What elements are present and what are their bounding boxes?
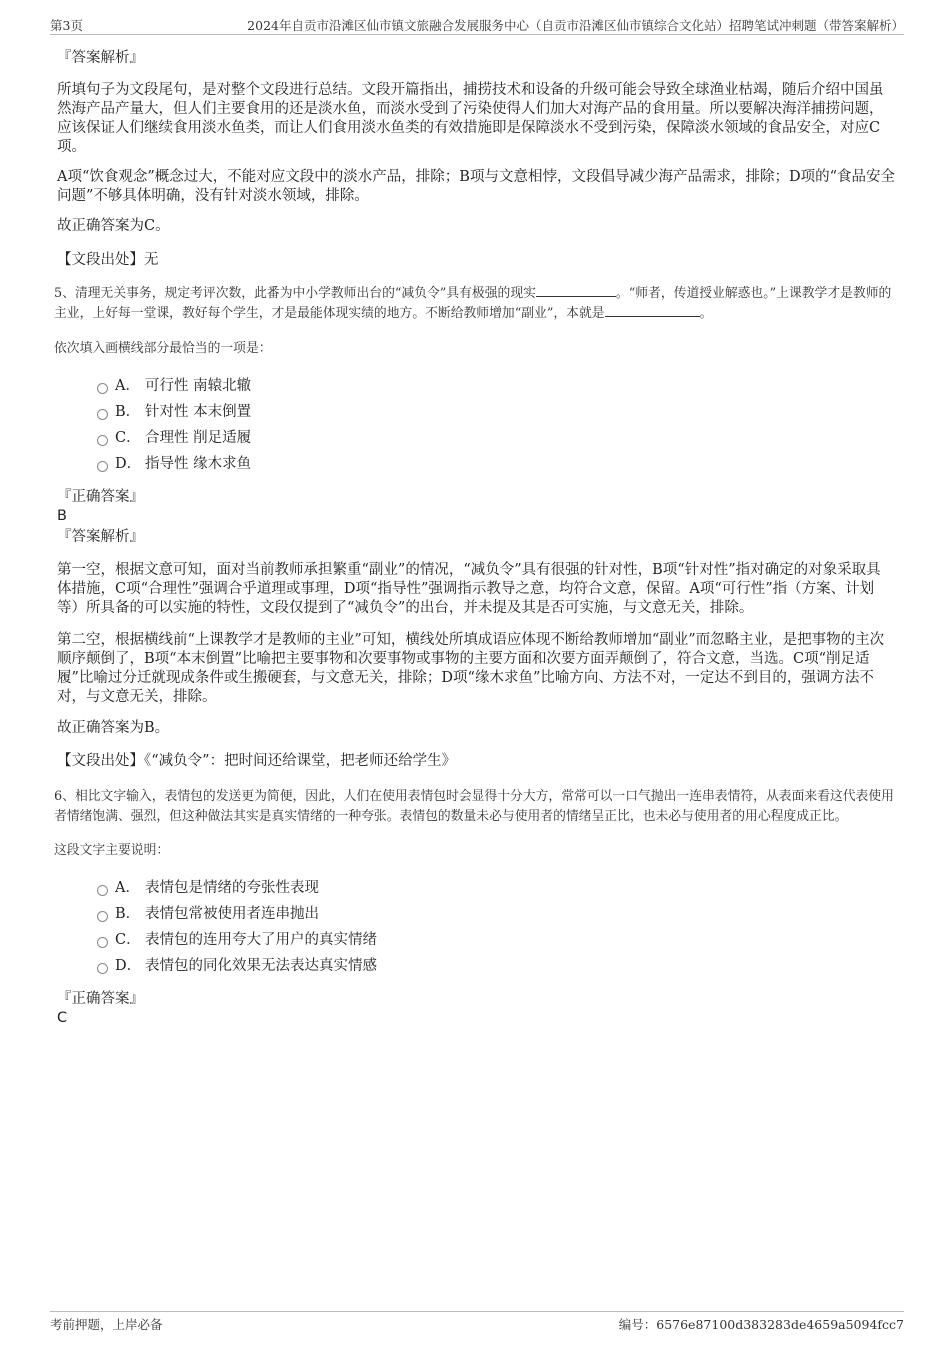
q4-analysis-para-1: 所填句子为文段尾句，是对整个文段进行总结。文段开篇指出，捕捞技术和设备的升级可能会导致全球渔业枯竭，随后介绍中国虽然海产品产量大，但人们主要食用的还是淡水鱼，而淡水受到了污染使得人们加大对海产品的食用量。所以要解决海洋捕捞问题，应该保证人们继续食用淡水鱼类，而让人们食用淡水鱼类的有效措施即是保障淡水不受到污染，保障淡水领域的食品安全，对应C项。 <box>57 82 884 155</box>
q5-blank-2 <box>605 304 700 317</box>
q5-option-d[interactable]: D． 指导性 缘木求鱼 <box>57 453 895 479</box>
page-footer <box>50 1311 904 1334</box>
document-id: 编号：6576e87100d383283de4659a5094fcc7 <box>618 1317 904 1332</box>
q5-blank-1 <box>536 284 616 297</box>
q6-option-a[interactable]: A． 表情包是情绪的夸张性表现 <box>57 877 895 903</box>
radio-icon[interactable] <box>97 911 108 922</box>
q5-option-b[interactable]: B． 针对性 本末倒置 <box>57 401 895 427</box>
page-header <box>50 14 904 35</box>
radio-icon[interactable] <box>97 885 108 896</box>
q4-source: 【文段出处】无 <box>57 252 159 268</box>
q5-prompt: 依次填入画横线部分最恰当的一项是： <box>54 341 272 356</box>
q6-option-c[interactable]: C． 表情包的连用夸大了用户的真实情绪 <box>57 929 895 955</box>
q5-stem: 5、清理无关事务，规定考评次数，此番为中小学教师出台的“减负令”具有极强的现实 。“师者，传道授业解惑也。”上课教学才是教师的主业，上好每一堂课，教好每个学生，才是最能体现实绩的地方。不断给教师增加“副业”，本就是 。 <box>54 286 892 321</box>
q5-option-a[interactable]: A． 可行性 南辕北辙 <box>57 375 895 401</box>
q5-answer: B <box>57 508 67 524</box>
radio-icon[interactable] <box>97 461 108 472</box>
q4-analysis-para-2: A项“饮食观念”概念过大，不能对应文段中的淡水产品，排除；B项与文意相悖，文段倡导减少海产品需求，排除；D项的“食品安全问题”不够具体明确，没有针对淡水领域，排除。 <box>57 169 895 204</box>
radio-icon[interactable] <box>97 435 108 446</box>
q6-option-b[interactable]: B． 表情包常被使用者连串抛出 <box>57 903 895 929</box>
page-number: 第3页 <box>50 18 83 33</box>
q6-options <box>57 877 895 981</box>
q6-prompt: 这段文字主要说明： <box>54 843 170 858</box>
q5-analysis-para-1: 第一空，根据文意可知，面对当前教师承担繁重“副业”的情况，“减负令”具有很强的针对性，B项“针对性”指对确定的对象采取具体措施，C项“合理性”强调合乎道理或事理，D项“指导性”强调指示教导之意，均符合文意，保留。A项“可行性”指（方案、计划等）所具备的可以实施的特性，文段仅提到了“减负令”的出台，并未提及其是否可实施，与文意无关，排除。 <box>57 562 881 616</box>
page-content <box>54 46 895 1027</box>
radio-icon[interactable] <box>97 383 108 394</box>
document-title: 2024年自贡市沿滩区仙市镇文旅融合发展服务中心（自贡市沿滩区仙市镇综合文化站）招聘笔试冲刺题（带答案解析） <box>247 18 904 33</box>
q6-answer-tag: 『正确答案』 <box>57 991 144 1007</box>
q5-answer-tag: 『正确答案』 <box>57 489 144 505</box>
q6-answer: C <box>57 1010 68 1026</box>
radio-icon[interactable] <box>97 937 108 948</box>
q5-source: 【文段出处】《“减负令”：把时间还给课堂，把老师还给学生》 <box>57 753 457 769</box>
q4-analysis-tag: 『答案解析』 <box>57 50 144 66</box>
radio-icon[interactable] <box>97 963 108 974</box>
q5-analysis-tag: 『答案解析』 <box>57 529 144 545</box>
q5-option-c[interactable]: C． 合理性 削足适履 <box>57 427 895 453</box>
q5-analysis-para-2: 第二空，根据横线前“上课教学才是教师的主业”可知，横线处所填成语应体现不断给教师增加“副业”而忽略主业，是把事物的主次顺序颠倒了，B项“本末倒置”比喻把主要事物和次要事物或事物的主要方面和次要方面弄颠倒了，符合文意，当选。C项“削足适履”比喻过分迁就现成条件或生搬硬套，与文意无关，排除；D项“缘木求鱼”比喻方向、方法不对，一定达不到目的，强调方法不对，与文意无关，排除。 <box>57 632 885 705</box>
q6-stem: 6、相比文字输入，表情包的发送更为简便，因此，人们在使用表情包时会显得十分大方，常常可以一口气抛出一连串表情符，从表面来看这代表使用者情绪饱满、强烈，但这种做法其实是真实情绪的一种夸张。表情包的数量未必与使用者的情绪呈正比，也未必与使用者的用心程度成正比。 <box>54 789 894 824</box>
radio-icon[interactable] <box>97 409 108 420</box>
footer-slogan: 考前押题，上岸必备 <box>50 1317 163 1332</box>
q5-options <box>57 375 895 479</box>
q5-conclusion: 故正确答案为B。 <box>57 720 170 736</box>
q6-option-d[interactable]: D． 表情包的同化效果无法表达真实情感 <box>57 955 895 981</box>
q4-conclusion: 故正确答案为C。 <box>57 218 170 234</box>
